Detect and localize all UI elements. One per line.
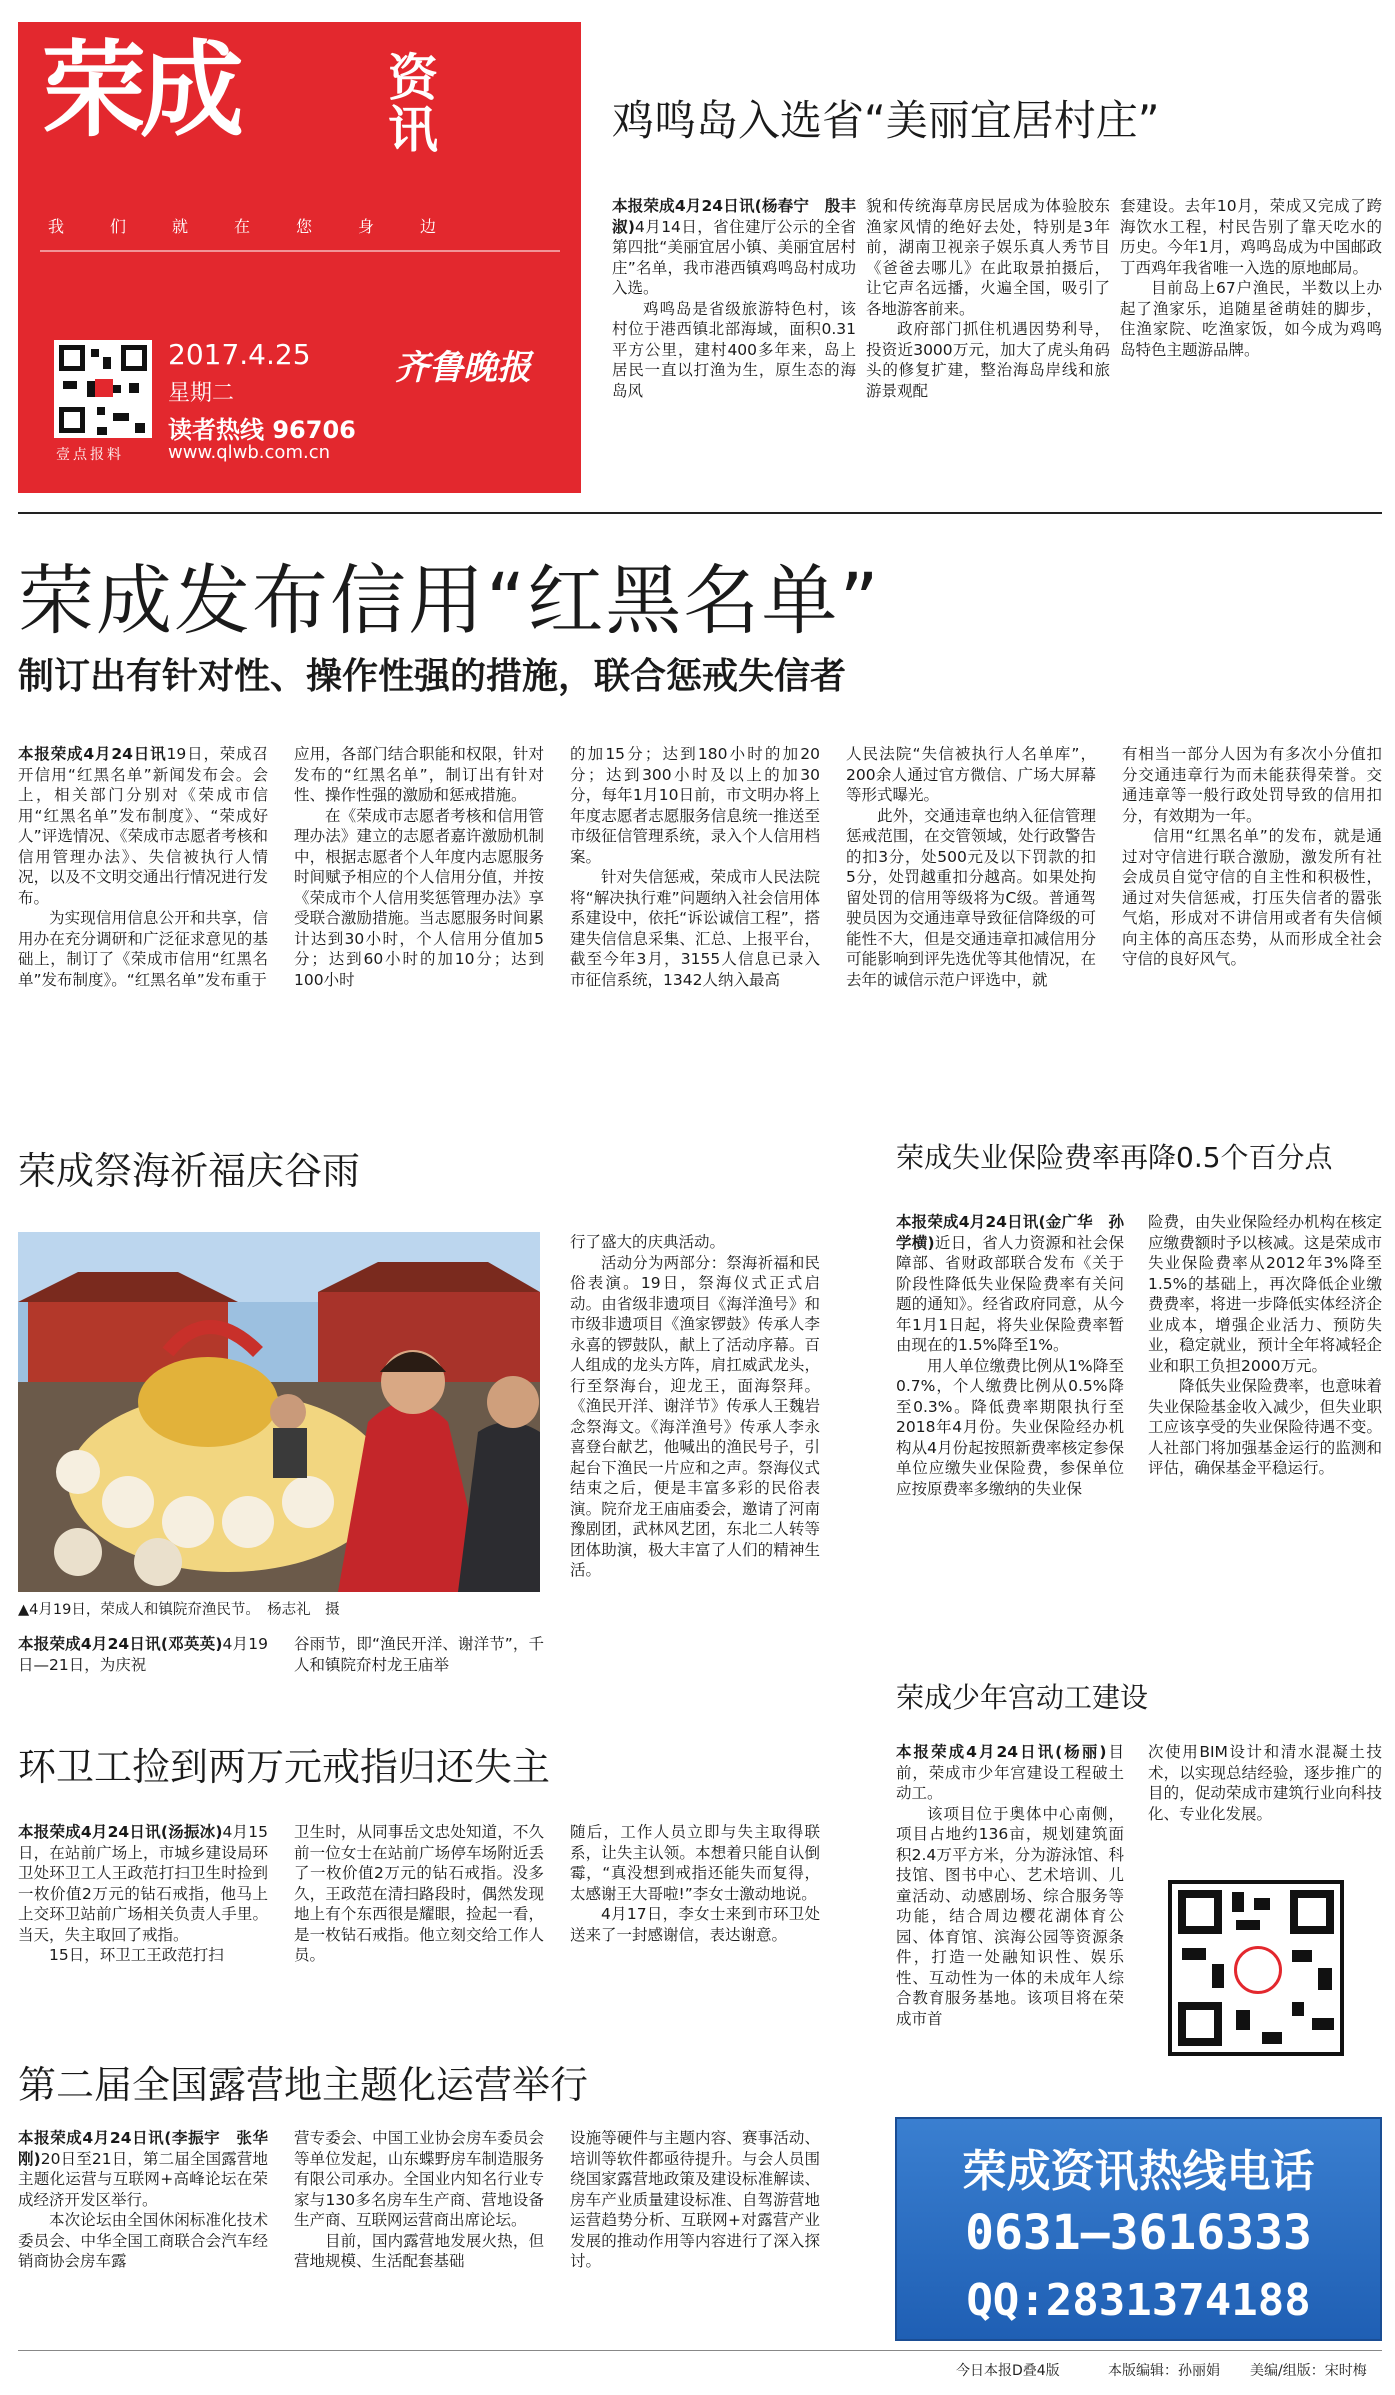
main-article-text: 此外，交通违章也纳入征信管理惩戒范围，在交管领域，处行政警告的扣3分，处500元及以下罚款的扣5分，处罚越重扣分越高。如果处拘留处罚的信用等级将为C级。普通驾驶员因为交通违章导致征信降级的可能性不大，但是交通违章扣减信用分可能影响到评先选优等其他情况，在去年的诚信示范户评选中，就: [846, 806, 1096, 989]
main-article-text: 19日，荣成召开信用“红黑名单”新闻发布会。会上，相关部门分别对《荣成市信用“红黑名单”发布制度》、“荣成好人”评选情况、《荣成市志愿者考核和信用管理办法》、失信被执行人情况，以及不文明交通出行情况进行发布。: [18, 745, 268, 907]
main-article-text: 针对失信惩戒，荣成市人民法院将“解决执行难”问题纳入社会信用体系建设中，依托“诉讼诚信工程”，搭建失信信息采集、汇总、上报平台，截至今年3月，3155人信息已录入市征信系统，1342人纳入最高: [570, 868, 820, 989]
ring-article-col2: [294, 1822, 544, 1966]
camping-article-byline: 本报荣成4月24日讯(李振宇 张华刚): [18, 2129, 268, 2168]
hotline-qq[interactable]: QQ:2831374188: [966, 2275, 1311, 2326]
main-article-text: 为实现信用信息公开和共享，信用办在充分调研和广泛征求意见的基础上，制订了《荣成市信用“红黑名单”发布制度》。“红黑名单”发布重于: [18, 909, 268, 989]
ring-article-text: 随后，工作人员立即与失主取得联系，让失主认领。本想着只能自认倒霉，“真没想到戒指还能失而复得，太感谢王大哥啦!”李女士激动地说。: [570, 1823, 820, 1903]
top-article-text: 4月14日，省住建厅公示的全省第四批“美丽宜居小镇、美丽宜居村庄”名单，我市港西镇鸡鸣岛村成功入选。: [612, 217, 856, 297]
insurance-article-text: 近日，省人力资源和社会保障部、省财政部联合发布《关于阶段性降低失业保险费率有关问题的通知》。经省政府同意，从今年1月1日起，将失业保险费率暂由现在的1.5%降至1%。: [896, 1233, 1124, 1354]
footer-designer: 美编/组版：宋时梅: [1250, 2363, 1367, 2379]
top-article-text: 鸡鸣岛是省级旅游特色村，该村位于港西镇北部海域，面积0.31平方公里，建村400多年来，岛上居民一直以打渔为生，原生态的海岛风: [612, 299, 856, 400]
festival-right-col: [570, 1232, 820, 1581]
insurance-article-text: 险费，由失业保险经办机构在核定应缴费额时予以核减。这是荣成市失业保险费率从2012年3%降至1.5%的基础上，再次降低企业缴费费率，将进一步降低实体经济企业成本，增强企业活力、预防失业，稳定就业，预计全年将减轻企业和职工负担2000万元。: [1148, 1213, 1382, 1375]
main-article-text: 在《荣成市志愿者考核和信用管理办法》建立的志愿者嘉许激励机制中，根据志愿者个人年度内志愿服务时间赋予相应的个人信用分值，并按《荣成市个人信用奖惩管理办法》享受联合激励措施。当志愿服务时间累计达到30小时，个人信用分值加5分；达到60小时的加10分；达到100小时: [294, 806, 544, 989]
top-article-byline: 本报荣成4月24日讯(杨春宁 殷丰淑): [612, 197, 856, 236]
hotline-title: 荣成资讯热线电话: [962, 2146, 1315, 2197]
insurance-article-text: 降低失业保险费率，也意味着失业保险基金收入减少，但失业职工应该享受的失业保险待遇不变。人社部门将加强基金运行的监测和评估，确保基金平稳运行。: [1148, 1377, 1382, 1477]
youth-palace-article-title: 荣成少年宫动工建设: [896, 1681, 1149, 1714]
main-article-title: 荣成发布信用“红黑名单”: [18, 556, 881, 645]
newspaper-brand: 齐鲁晚报: [395, 348, 531, 388]
insurance-article-title: 荣成失业保险费率再降0.5个百分点: [896, 1141, 1333, 1174]
festival-photo: [18, 1232, 540, 1592]
camping-article-text: 目前，国内露营地发展火热，但营地规模、生活配套基础: [294, 2231, 544, 2270]
ring-article-text: 15日，环卫工王政范打扫: [49, 1946, 224, 1964]
hotline-box: [895, 2117, 1382, 2341]
top-article-text: 套建设。去年10月，荣成又完成了跨海饮水工程，村民告别了靠天吃水的历史。今年1月，鸡鸣岛成为中国邮政丁西鸡年我省唯一入选的原地邮局。: [1120, 197, 1382, 277]
camping-article-col2: [294, 2128, 544, 2272]
camping-article-col1: [18, 2128, 268, 2272]
youth-palace-text: 次使用BIM设计和清水混凝土技术，以实现总结经验，逐步推广的目的，促动荣成市建筑行业向科技化、专业化发展。: [1148, 1743, 1382, 1823]
ring-article-col1: [18, 1822, 268, 1966]
festival-photo-caption: ▲4月19日，荣成人和镇院夼渔民节。 杨志礼 摄: [18, 1602, 340, 1618]
festival-article-text: 行了盛大的庆典活动。: [570, 1233, 726, 1251]
logo-main: 荣成: [42, 29, 239, 151]
festival-photo-image: [18, 1232, 540, 1592]
masthead-divider: [40, 250, 560, 252]
camping-article-col3: [570, 2128, 820, 2272]
main-article-text: 人民法院“失信被执行人名单库”，200余人通过官方微信、广场大屏幕等形式曝光。: [846, 745, 1096, 804]
insurance-article-col2: [1148, 1212, 1382, 1479]
top-article-text: 貌和传统海草房民居成为体验胶东渔家风情的绝好去处，特别是3年前，湖南卫视亲子娱乐真人秀节目《爸爸去哪儿》在此取景拍摄后，让它声名远播，火遍全国，吸引了各地游客前来。: [866, 197, 1110, 318]
section-divider: [18, 512, 1382, 514]
camping-article-text: 20日至21日，第二届全国露营地主题化运营与互联网+高峰论坛在荣成经济开发区举行。: [18, 2149, 268, 2209]
insurance-article-col1: [896, 1212, 1124, 1499]
hotline-phone[interactable]: 0631—3616333: [965, 2205, 1312, 2261]
main-article-byline: 本报荣成4月24日讯: [18, 745, 167, 763]
camping-article-text: 营专委会、中国工业协会房车委员会等单位发起，山东蝶野房车制造服务有限公司承办。全国业内知名行业专家与130多名房车生产商、营地设备生产商、互联网运营商出席论坛。: [294, 2129, 544, 2229]
main-article-text: 有相当一部分人因为有多次小分值扣分交通违章行为而未能获得荣誉。交通违章等一般行政处罚导致的信用扣分，有效期为一年。: [1122, 745, 1382, 825]
ring-article-text: 4月15日，在站前广场上，市城乡建设局环卫处环卫工人王政范打扫卫生时捡到一枚价值2万元的钻石戒指，他马上上交环卫站前广场相关负责人手里。当天，失主取回了戒指。: [18, 1823, 268, 1944]
festival-article-text: 4月19日—21日，为庆祝: [18, 1635, 268, 1674]
reader-hotline: 读者热线 96706: [168, 416, 356, 444]
issue-weekday: 星期二: [168, 381, 235, 406]
ring-article-byline: 本报荣成4月24日讯(汤振冰): [18, 1823, 223, 1841]
main-article-col2: [294, 744, 544, 990]
masthead-qr-code[interactable]: [54, 340, 152, 438]
footer-divider: [18, 2350, 1382, 2351]
top-article-col3: [1120, 196, 1382, 360]
main-article-col1: [18, 744, 268, 990]
ring-article-text: 卫生时，从同事岳文忠处知道，不久前一位女士在站前广场停车场附近丢了一枚价值2万元的钻石戒指。没多久，王政范在清扫路段时，偶然发现地上有个东西很是耀眼，捡起一看，是一枚钻石戒指。他立刻交给工作人员。: [294, 1823, 544, 1964]
ring-article-text: 4月17日，李女士来到市环卫处送来了一封感谢信，表达谢意。: [570, 1905, 820, 1944]
youth-palace-qr-code[interactable]: [1168, 1880, 1344, 2056]
festival-byline-col: [18, 1634, 268, 1675]
insurance-article-byline: 本报荣成4月24日讯(金广华 孙学横): [896, 1213, 1124, 1252]
youth-palace-byline: 本报荣成4月24日讯(杨丽): [896, 1743, 1107, 1761]
youth-palace-text: 该项目位于奥体中心南侧，项目占地约136亩，规划建筑面积2.4万平方米，分为游泳馆、科技馆、图书中心、艺术培训、儿童活动、动感剧场、综合服务等功能，结合周边樱花湖体育公园、体育馆、滨海公园等资源条件，打造一处融知识性、娱乐性、互动性为一体的未成年人综合教育服务基地。该项目将在荣成市首: [896, 1804, 1124, 2028]
qr-caption: 壹点报料: [56, 447, 124, 463]
camping-article-text: 设施等硬件与主题内容、赛事活动、培训等软件都亟待提升。与会人员围绕国家露营地政策及建设标准解读、房车产业质量建设标准、自驾游营地运营趋势分析、互联网+对露营产业发展的推动作用等内容进行了深入探讨。: [570, 2129, 820, 2270]
slogan: 我们就在您身边: [48, 217, 483, 236]
ring-article-title: 环卫工捡到两万元戒指归还失主: [18, 1745, 551, 1789]
main-article-text: 信用“红黑名单”的发布，就是通过对守信进行联合激励，激发所有社会成员自觉守信的自主性和积极性，通过对失信惩戒，打压失信者的嚣张气焰，形成对不讲信用或者有失信倾向主体的高压态势，从而形成全社会守信的良好风气。: [1122, 827, 1382, 968]
camping-article-title: 第二届全国露营地主题化运营举行: [18, 2063, 589, 2107]
main-article-text: 的加15分；达到180小时的加20分；达到300小时及以上的加30分，每年1月10日前，市文明办将上年度志愿者志愿服务信息统一推送至市级征信管理系统，录入个人信用档案。: [570, 745, 820, 866]
issue-date: 2017.4.25: [168, 338, 311, 371]
youth-palace-col2: [1148, 1742, 1382, 1824]
top-article-col2: [866, 196, 1110, 401]
logo-small: 资讯: [388, 49, 438, 159]
main-article-text: 应用，各部门结合职能和权限，针对发布的“红黑名单”，制订出有针对性、操作性强的激励和惩戒措施。: [294, 745, 544, 804]
main-article-col3: [570, 744, 820, 990]
top-article-text: 政府部门抓住机遇因势利导，投资近3000万元，加大了虎头角码头的修复扩建，整治海岛岸线和旅游景观配: [866, 320, 1110, 400]
insurance-article-text: 用人单位缴费比例从1%降至0.7%，个人缴费比例从0.5%降至0.3%。降低费率期限执行至2018年4月份。失业保险经办机构从4月份起按照新费率核定参保单位应缴失业保险费，参保单位应按原费率多缴纳的失业保: [896, 1356, 1124, 1498]
festival-article-byline: 本报荣成4月24日讯(邓英英): [18, 1635, 223, 1653]
youth-palace-text: 目前，荣成市少年宫建设工程破土动工。: [896, 1743, 1124, 1802]
camping-article-text: 本次论坛由全国休闲标准化技术委员会、中华全国工商联合会汽车经销商协会房车露: [18, 2211, 268, 2270]
festival-article-text: 活动分为两部分：祭海祈福和民俗表演。19日，祭海仪式正式启动。由省级非遗项目《海洋渔号》和市级非遗项目《渔家锣鼓》传承人李永喜的锣鼓队，献上了活动序幕。百人组成的龙头方阵，肩扛威武龙头，行至祭海台，迎龙王，面海祭拜。《渔民开洋、谢洋节》传承人王魏岩念祭海文。《海洋渔号》传承人李永喜登台献艺，他喊出的渔民号子，引起台下渔民一片应和之声。祭海仪式结束之后，便是丰富多彩的民俗表演。院夼龙王庙庙委会，邀请了河南豫剧团，武林风艺团，东北二人转等团体助演，极大丰富了人们的精神生活。: [570, 1253, 820, 1579]
footer-editor: 本版编辑：孙丽娟: [1108, 2363, 1220, 2379]
top-article-col1: [612, 196, 856, 401]
qr-logo: [1234, 1946, 1282, 1994]
main-article-col5: [1122, 744, 1382, 970]
festival-mid-col: [294, 1634, 544, 1675]
website[interactable]: www.qlwb.com.cn: [168, 442, 330, 463]
ring-article-col3: [570, 1822, 820, 1945]
top-article-title: 鸡鸣岛入选省“美丽宜居村庄”: [612, 96, 1160, 145]
main-article-col4: [846, 744, 1096, 990]
festival-article-title: 荣成祭海祈福庆谷雨: [18, 1149, 361, 1193]
festival-article-text: 谷雨节，即“渔民开洋、谢洋节”，千人和镇院夼村龙王庙举: [294, 1635, 544, 1674]
youth-palace-col1: [896, 1742, 1124, 2029]
main-article-subtitle: 制订出有针对性、操作性强的措施，联合惩戒失信者: [18, 656, 847, 697]
top-article-text: 目前岛上67户渔民，半数以上办起了渔家乐，追随星爸萌娃的脚步，住渔家院、吃渔家饭，如今成为鸡鸣岛特色主题游品牌。: [1120, 279, 1382, 359]
footer-pages: 今日本报D叠4版: [956, 2363, 1060, 2379]
